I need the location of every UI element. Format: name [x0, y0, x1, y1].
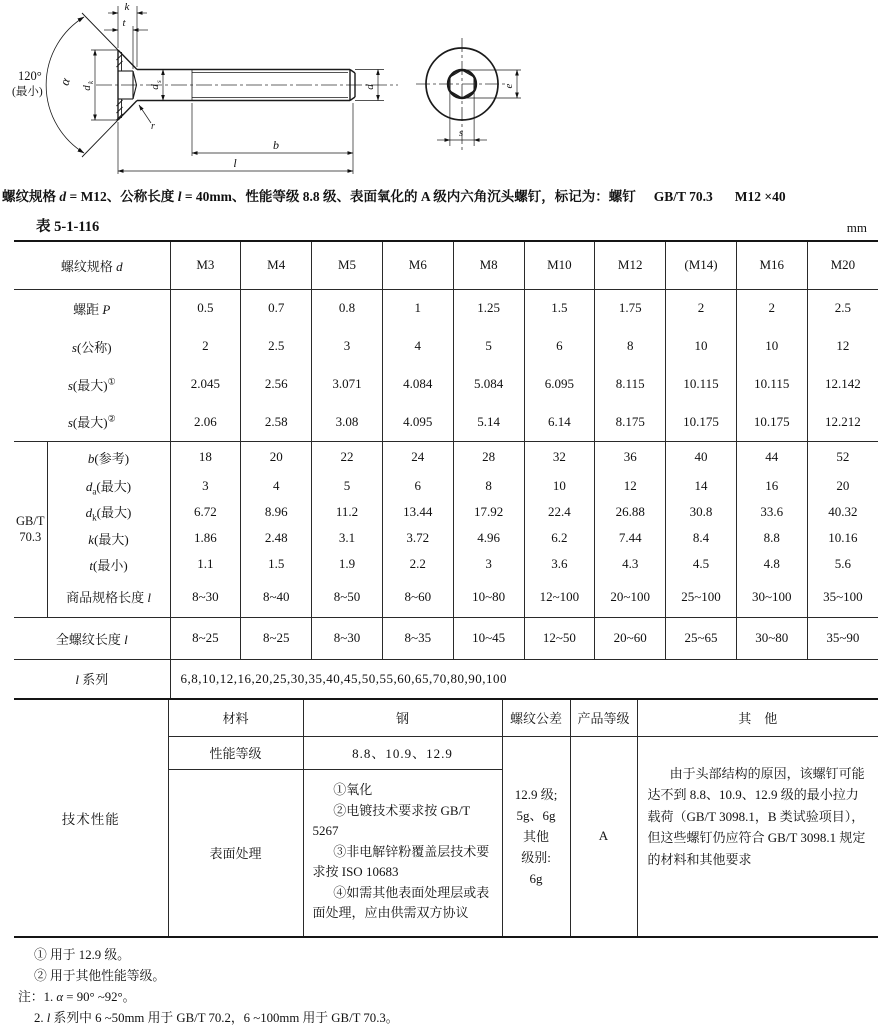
cell: 33.6: [736, 499, 807, 525]
cell: 8.96: [241, 499, 312, 525]
cell: 8~30: [312, 617, 383, 659]
unit-label: mm: [846, 220, 867, 235]
cell: 2: [666, 289, 737, 327]
cell: 14: [666, 473, 737, 499]
d-dim-label: d: [364, 84, 376, 90]
table-row-l-series: [14, 659, 878, 699]
cell: 8~35: [382, 617, 453, 659]
cell: 17.92: [453, 499, 524, 525]
cell: 12: [807, 327, 878, 365]
r-label: r: [151, 121, 155, 132]
cell: 3: [312, 327, 383, 365]
cell: 10.16: [807, 525, 878, 551]
row-label: 商品规格长度 l: [47, 577, 170, 617]
surface-treatment-label: 表面处理: [168, 769, 303, 937]
cell: 8~60: [382, 577, 453, 617]
cell: 4: [382, 327, 453, 365]
cell: 1.9: [312, 551, 383, 577]
surface-treatment-items: [303, 769, 502, 937]
dk-dim-label: [81, 80, 95, 91]
cell: 4: [241, 473, 312, 499]
material-label: 材料: [168, 700, 303, 736]
cell: 12: [595, 473, 666, 499]
technical-performance-table: [14, 700, 878, 938]
cell: 2.2: [382, 551, 453, 577]
row-label: s(最大)②: [14, 403, 170, 441]
cell: 0.5: [170, 289, 241, 327]
cell: 32: [524, 441, 595, 473]
cell: 4.8: [736, 551, 807, 577]
thread-tolerance-header: 螺纹公差: [502, 700, 570, 736]
cell: 12~100: [524, 577, 595, 617]
cell: 35~90: [807, 617, 878, 659]
cell: 1.25: [453, 289, 524, 327]
row-label: s(最大)①: [67, 376, 116, 393]
size-col-header: M16: [736, 241, 807, 289]
cell: 30.8: [666, 499, 737, 525]
surface-item: ①氧化: [333, 782, 373, 797]
cell: 3: [170, 473, 241, 499]
cell: 6: [382, 473, 453, 499]
row-label: 螺距 P: [73, 301, 111, 317]
cell: 3.72: [382, 525, 453, 551]
cell: 1.1: [170, 551, 241, 577]
cell: 3: [453, 551, 524, 577]
cell: 0.7: [241, 289, 312, 327]
cell: 26.88: [595, 499, 666, 525]
performance-grade-value: 8.8、10.9、12.9: [303, 736, 502, 769]
cell: 10.175: [736, 403, 807, 441]
cell: 8~30: [170, 577, 241, 617]
surface-item: ④如需其他表面处理层或表面处理，应由供需双方协议: [312, 884, 490, 920]
row-label: $d_a$(最大): [85, 478, 132, 497]
material-value: 钢: [303, 700, 502, 736]
cell: 5.14: [453, 403, 524, 441]
cell: 12.212: [807, 403, 878, 441]
k-dim-label: k: [124, 1, 130, 13]
cell: 6.095: [524, 365, 595, 403]
cell: 2: [170, 327, 241, 365]
b-dim-label: b: [273, 138, 279, 152]
row-label: b(参考): [87, 450, 130, 466]
t-dim-label: t: [122, 17, 126, 29]
cell: 25~65: [666, 617, 737, 659]
cell: 20: [807, 473, 878, 499]
table-row-pitch: [14, 289, 878, 327]
designation-line: [0, 185, 893, 207]
cell: 20~60: [595, 617, 666, 659]
cell: 52: [807, 441, 878, 473]
cell: 16: [736, 473, 807, 499]
cell: 10.115: [736, 365, 807, 403]
dimension-table: [14, 240, 878, 700]
cell: 13.44: [382, 499, 453, 525]
cell: 6.2: [524, 525, 595, 551]
t-dimension: [104, 26, 148, 69]
table-row-da: [14, 473, 878, 499]
cell: 10.115: [666, 365, 737, 403]
s-dim-label: s: [458, 127, 464, 139]
tech-header-row: [14, 700, 878, 736]
cell: 4.3: [595, 551, 666, 577]
svg-text:s: s: [155, 80, 163, 83]
cell: 8~40: [241, 577, 312, 617]
alpha-label: α: [56, 76, 73, 88]
cell: 3.08: [312, 403, 383, 441]
screw-technical-drawing: [0, 0, 893, 185]
cell: 8~25: [170, 617, 241, 659]
product-grade-value: A: [570, 736, 637, 937]
cell: 6: [524, 327, 595, 365]
row-label: l 系列: [14, 659, 170, 699]
surface-item: ③非电解锌粉覆盖层技术要求按 ISO 10683: [312, 843, 490, 879]
cell: 2.48: [241, 525, 312, 551]
table-header-row: [14, 241, 878, 289]
cell: 0.8: [312, 289, 383, 327]
table-number: 表 5-1-116: [36, 219, 100, 235]
cell: 8~25: [241, 617, 312, 659]
cell: 8.175: [595, 403, 666, 441]
cell: 2.56: [241, 365, 312, 403]
size-col-header: M12: [595, 241, 666, 289]
table-row-s-max1: [14, 365, 878, 403]
cell: 2.5: [807, 289, 878, 327]
size-col-header: M6: [382, 241, 453, 289]
size-col-header: M10: [524, 241, 595, 289]
cell: 3.6: [524, 551, 595, 577]
cell: 2.045: [170, 365, 241, 403]
product-grade-header: 产品等级: [570, 700, 637, 736]
cell: 1.5: [524, 289, 595, 327]
note-1: 注：1. α = 90° ~92°。: [18, 990, 136, 1004]
angle-120-label: 120°: [18, 69, 42, 83]
cell: 7.44: [595, 525, 666, 551]
table-row-dk: [14, 499, 878, 525]
surface-item: ②电镀技术要求按 GB/T 5267: [312, 802, 470, 838]
table-row-commercial-length: [14, 577, 878, 617]
other-note-text: 由于头部结构的原因，该螺钉可能达不到 8.8、10.9、12.9 级的最小拉力载荷（GB/T 3098.1，B 类试验项目），但这些螺钉仍应符合 GB/T 3098.1 规定的材料和其他要求: [637, 736, 878, 937]
designation-d-symbol: d: [59, 189, 67, 204]
size-col-header: M20: [807, 241, 878, 289]
footnote-2: ② 用于其他性能等级。: [34, 969, 166, 983]
cell: 40: [666, 441, 737, 473]
other-header: 其 他: [637, 700, 878, 736]
designation-l-symbol: l: [177, 189, 182, 204]
r-leader-arrow: [139, 105, 151, 123]
size-col-header: M8: [453, 241, 524, 289]
footnotes: [0, 945, 893, 1029]
cell: 10: [666, 327, 737, 365]
cell: 10: [736, 327, 807, 365]
cell: 10.175: [666, 403, 737, 441]
cell: 6.14: [524, 403, 595, 441]
cell: 4.095: [382, 403, 453, 441]
cell: 20~100: [595, 577, 666, 617]
tech-section-label: 技术性能: [14, 700, 168, 937]
cell: 18: [170, 441, 241, 473]
cell: 8: [453, 473, 524, 499]
cell: 36: [595, 441, 666, 473]
cell: 2.5: [241, 327, 312, 365]
cell: 12~50: [524, 617, 595, 659]
cell: 30~100: [736, 577, 807, 617]
cell: 5.6: [807, 551, 878, 577]
table-row-t: [14, 551, 878, 577]
l-series-values: 6,8,10,12,16,20,25,30,35,40,45,50,55,60,65,70,80,90,100: [170, 659, 878, 699]
table-row-s-nominal: [14, 327, 878, 365]
table-row-s-max2: [14, 403, 878, 441]
cell: 2: [736, 289, 807, 327]
cell: 2.06: [170, 403, 241, 441]
cell: 8~50: [312, 577, 383, 617]
cell: 5: [312, 473, 383, 499]
cell: 3.1: [312, 525, 383, 551]
svg-text:k: k: [87, 80, 95, 84]
ds-dim-label: [149, 80, 163, 90]
row-label: k(最大): [88, 531, 129, 547]
cell: 4.5: [666, 551, 737, 577]
cell: 20: [241, 441, 312, 473]
designation-text: 螺纹规格: [2, 189, 60, 204]
designation-text: = M12、公称长度: [66, 189, 178, 204]
note-2: 2. l 系列中 6 ~50mm 用于 GB/T 70.2，6 ~100mm 用于 GB/T 70.3。: [34, 1011, 399, 1025]
performance-grade-label: 性能等级: [168, 736, 303, 769]
cell: 12.142: [807, 365, 878, 403]
size-col-header: M3: [170, 241, 241, 289]
cell: 11.2: [312, 499, 383, 525]
table-row-full-thread: [14, 617, 878, 659]
k-dimension: [108, 6, 147, 67]
size-col-header: (M14): [666, 241, 737, 289]
cell: 24: [382, 441, 453, 473]
row-label: 全螺纹长度 l: [14, 617, 170, 659]
cell: 8.115: [595, 365, 666, 403]
size-col-header: M4: [241, 241, 312, 289]
cell: 35~100: [807, 577, 878, 617]
designation-standard: GB/T 70.3: [653, 189, 713, 204]
thread-tolerance-value: 12.9 级; 5g、6g 其他 级别: 6g: [502, 736, 570, 937]
designation-size: M12 ×40: [734, 189, 786, 204]
cell: 8.8: [736, 525, 807, 551]
cell: 1.5: [241, 551, 312, 577]
cell: 28: [453, 441, 524, 473]
gbt-standard-label: GB/T 70.3: [14, 441, 47, 617]
table-row-b: [14, 441, 878, 473]
size-col-header: M5: [312, 241, 383, 289]
cell: 30~80: [736, 617, 807, 659]
row-label: $d_k$(最大): [85, 504, 132, 523]
table-row-k: [14, 525, 878, 551]
l-dim-label: l: [233, 156, 237, 170]
cell: 22.4: [524, 499, 595, 525]
screw-drawing-svg: [0, 0, 893, 185]
cell: 6.72: [170, 499, 241, 525]
cell: 40.32: [807, 499, 878, 525]
cell: 5: [453, 327, 524, 365]
cell: 2.58: [241, 403, 312, 441]
svg-text:d: d: [81, 85, 93, 91]
cell: 10~80: [453, 577, 524, 617]
cell: 10: [524, 473, 595, 499]
cell: 10~45: [453, 617, 524, 659]
cell: 22: [312, 441, 383, 473]
cell: 44: [736, 441, 807, 473]
angle-min-label: (最小): [12, 86, 43, 98]
cell: 1.86: [170, 525, 241, 551]
cell: 4.084: [382, 365, 453, 403]
table-caption-row: [36, 215, 867, 236]
cell: 4.96: [453, 525, 524, 551]
row-label: t(最小): [89, 557, 128, 573]
cell: 1.75: [595, 289, 666, 327]
footnote-1: ① 用于 12.9 级。: [34, 948, 130, 962]
header-label: 螺纹规格 d: [14, 241, 170, 289]
cell: 3.071: [312, 365, 383, 403]
e-dim-label: e: [503, 83, 515, 89]
row-label: s(公称): [71, 339, 112, 355]
cell: 8: [595, 327, 666, 365]
cell: 1: [382, 289, 453, 327]
cell: 5.084: [453, 365, 524, 403]
cell: 8.4: [666, 525, 737, 551]
designation-text: = 40mm、性能等级 8.8 级、表面氧化的 A 级内六角沉头螺钉，标记为：螺钉: [181, 189, 636, 204]
cell: 25~100: [666, 577, 737, 617]
svg-text:d: d: [149, 84, 161, 90]
